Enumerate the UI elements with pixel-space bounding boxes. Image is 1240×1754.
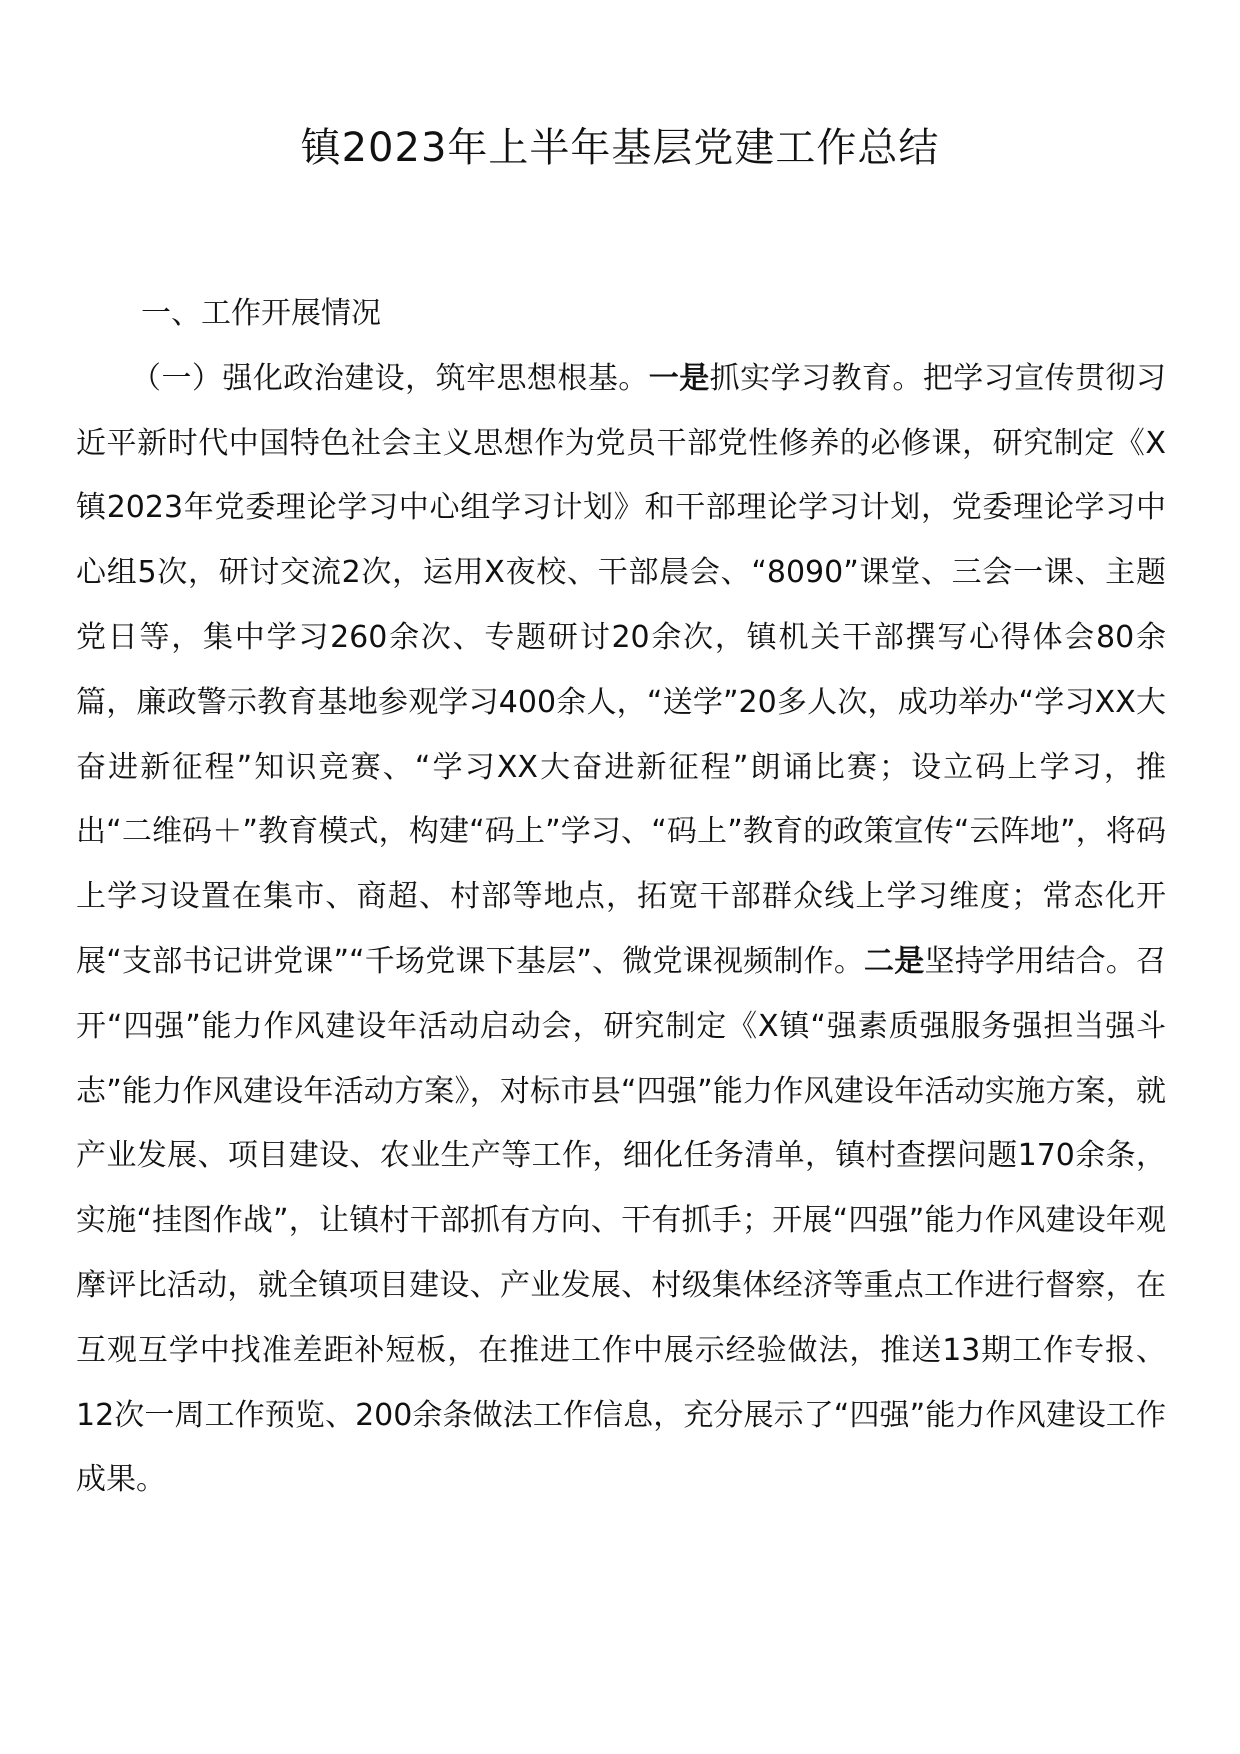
document-body — [76, 282, 1166, 1513]
point-one-label: 一是 — [648, 360, 710, 396]
point-one-text: 抓实学习教育。把学习宣传贯彻习近平新时代中国特色社会主义思想作为党员干部党性修养的必修课，研究制定《X镇2023年党委理论学习中心组学习计划》和干部理论学习计划，党委理论学习中心组5次，研讨交流2次，运用X夜校、干部晨会、“8090”课堂、三会一课、主题党日等，集中学习260余次、专题研讨20余次，镇机关干部撰写心得体会80余篇，廉政警示教育基地参观学习400余人，“送学”20多人次，成功举办“学习XX大奋进新征程”知识竞赛、“学习XX大奋进新征程”朗诵比赛；设立码上学习，推出“二维码＋”教育模式，构建“码上”学习、“码上”教育的政策宣传“云阵地”，将码上学习设置在集市、商超、村部等地点，拓宽干部群众线上学习维度；常态化开展“支部书记讲党课”“千场党课下基层”、微党课视频制作。 — [76, 360, 1167, 979]
section-heading: 一、工作开展情况 — [141, 296, 381, 331]
point-two-text: 坚持学用结合。召开“四强”能力作风建设年活动启动会，研究制定《X镇“强素质强服务强担当强斗志”能力作风建设年活动方案》，对标市县“四强”能力作风建设年活动实施方案，就产业发展、项目建设、农业生产等工作，细化任务清单，镇村查摆问题170余条，实施“挂图作战”，让镇村干部抓有方向、干有抓手；开展“四强”能力作风建设年观摩评比活动，就全镇项目建设、产业发展、村级集体经济等重点工作进行督察，在互观互学中找准差距补短板，在推进工作中展示经验做法，推送13期工作专报、12次一周工作预览、200余条做法工作信息，充分展示了“四强”能力作风建设工作成果。 — [76, 943, 1167, 1498]
document-title: 镇2023年上半年基层党建工作总结 — [300, 125, 940, 171]
body-paragraph — [76, 347, 1166, 1513]
paragraph-intro: （一）强化政治建设，筑牢思想根基。 — [131, 360, 649, 396]
point-two-label: 二是 — [864, 943, 925, 979]
